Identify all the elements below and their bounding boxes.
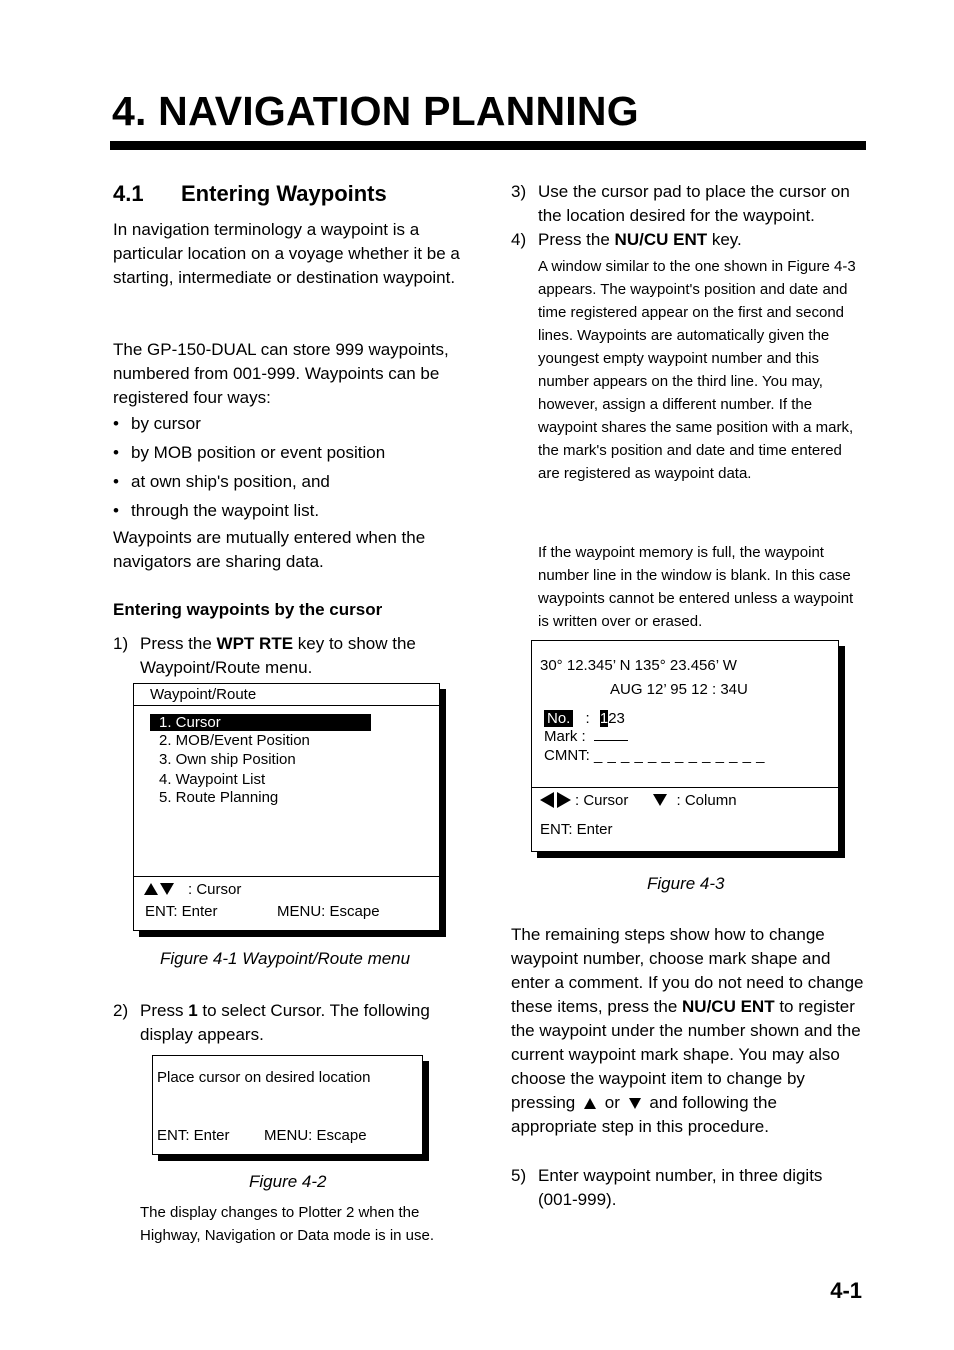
figure-4-1-caption: Figure 4-1 Waypoint/Route menu (160, 949, 411, 968)
step-number: 1) (113, 634, 129, 653)
waypoint-entry-screen (531, 640, 839, 852)
paragraph-text: and following the appropriate step in this procedure. (511, 1093, 777, 1136)
divider (134, 876, 439, 877)
section-title-text: Entering Waypoints (181, 181, 387, 206)
arrow-up-icon (144, 883, 158, 895)
step-3 (511, 180, 864, 228)
list-item: • by MOB position or event position (113, 441, 465, 465)
step-text: key. (707, 230, 742, 249)
step-4-explanation: A window similar to the one shown in Figure 4-3 appears. The waypoint's position and date and time registered appear on the first and second lines. Waypoints are automatically given the youngest empty waypoint number and this number appears on the third line. You may, however, assign a different number. If the waypoint shares the same position with a mark, the mark's position and date and time entered are registered as waypoint data. (538, 258, 856, 482)
step-text: Press (140, 1001, 189, 1020)
memory-full-note: If the waypoint memory is full, the waypoint number line in the window is blank. In this case waypoints cannot be entered unless a waypoint is written over or erased. (538, 544, 854, 630)
display-note: The display changes to Plotter 2 when the Highway, Navigation or Data mode is in use. (140, 1204, 435, 1244)
step-text: Press the (140, 634, 217, 653)
cursor-hint (144, 881, 241, 898)
step-text: Use the cursor pad to place the cursor on the location desired for the waypoint. (538, 182, 850, 225)
divider (532, 787, 838, 788)
step-number: 3) (511, 182, 527, 201)
step-1 (113, 632, 465, 680)
cursor-hint (540, 792, 737, 809)
paragraph-text: The remaining steps show how to change waypoint number, choose mark shape and enter a comment. If you do not need to change these items, press the (511, 925, 864, 1016)
list-item: • by cursor (113, 412, 465, 436)
arrow-up-icon (584, 1098, 596, 1109)
cursor-hint-label: : Cursor (188, 881, 242, 898)
chapter-title: 4. NAVIGATION PLANNING (112, 88, 639, 134)
step-4 (511, 228, 864, 252)
arrow-right-icon (557, 792, 571, 808)
mark-label: Mark : (544, 728, 586, 745)
registration-methods-list (113, 412, 465, 528)
step-number: 4) (511, 230, 527, 249)
comment-row (544, 747, 765, 764)
mark-field[interactable] (594, 728, 628, 741)
step-number: 5) (511, 1166, 527, 1185)
section-number: 4.1 (113, 181, 144, 206)
arrow-down-icon (160, 883, 174, 895)
step-text: Enter waypoint number, in three digits (001-999). (538, 1166, 823, 1209)
remaining-steps-paragraph (511, 923, 866, 1139)
menu-item-route-planning[interactable]: 5. Route Planning (159, 789, 279, 806)
divider (134, 705, 439, 706)
title-rule (110, 141, 866, 150)
key-name: NU/CU ENT (682, 997, 775, 1016)
figure-4-2-caption: Figure 4-2 (249, 1172, 327, 1191)
page-number: 4-1 (830, 1278, 862, 1303)
text-cursor: 1 (599, 710, 609, 727)
arrow-down-icon (629, 1098, 641, 1109)
escape-hint: MENU: Escape (264, 1127, 367, 1144)
menu-item-own-ship[interactable]: 3. Own ship Position (159, 751, 296, 768)
step-text: to select Cursor. The following display appears. (140, 1001, 430, 1044)
intro-paragraph-3: Waypoints are mutually entered when the navigators are sharing data. (113, 528, 426, 571)
place-cursor-screen (152, 1055, 423, 1155)
paragraph-text: to register the waypoint under the number shown and the current waypoint mark shape. You may also choose the waypoint item to change by pressing (511, 997, 861, 1112)
comment-label: CMNT: (544, 747, 590, 764)
arrow-left-icon (540, 792, 554, 808)
menu-item-waypoint-list[interactable]: 4. Waypoint List (159, 771, 266, 788)
enter-hint: ENT: Enter (145, 903, 218, 920)
position-readout: 30° 12.345’ N 135° 23.456’ W (540, 657, 737, 674)
no-separator: : (585, 710, 590, 727)
mark-row (544, 728, 628, 745)
column-hint-label: : Column (676, 792, 737, 809)
cursor-hint-label: : Cursor (575, 792, 629, 809)
step-text: key to show the Waypoint/Route menu. (140, 634, 416, 677)
no-label: No. (544, 710, 573, 727)
waypoint-number-digits: 23 (608, 710, 625, 727)
datetime-readout: AUG 12’ 95 12 : 34U (610, 681, 748, 698)
waypoint-route-menu-screen (133, 683, 440, 931)
escape-hint: MENU: Escape (277, 903, 380, 920)
paragraph-text: or (604, 1093, 620, 1112)
menu-item-cursor-selected[interactable]: 1. Cursor (150, 714, 371, 731)
section-title (113, 181, 387, 207)
enter-hint: ENT: Enter (157, 1127, 230, 1144)
screen-message: Place cursor on desired location (157, 1069, 371, 1086)
step-number: 2) (113, 1001, 129, 1020)
key-name: NU/CU ENT (614, 230, 708, 249)
step-text: Press the (538, 230, 615, 249)
figure-4-3-caption: Figure 4-3 (647, 874, 725, 893)
arrow-down-icon (653, 794, 667, 806)
comment-field[interactable]: _ _ _ _ _ _ _ _ _ _ _ _ _ (594, 747, 765, 764)
list-item: • through the waypoint list. (113, 499, 465, 523)
waypoint-number-row (544, 710, 625, 727)
subsection-title: Entering waypoints by the cursor (113, 600, 383, 619)
step-5 (511, 1164, 864, 1212)
key-name: 1 (188, 1001, 198, 1020)
list-item: • at own ship's position, and (113, 470, 465, 494)
key-name: WPT RTE (216, 634, 294, 653)
intro-paragraph-1: In navigation terminology a waypoint is a particular location on a voyage whether it be a starting, intermediate or destination waypoint. (113, 220, 460, 287)
menu-item-mob-event[interactable]: 2. MOB/Event Position (159, 732, 310, 749)
menu-header: Waypoint/Route (150, 686, 257, 703)
waypoint-number-field[interactable] (600, 710, 625, 727)
enter-hint: ENT: Enter (540, 821, 613, 838)
step-2 (113, 999, 465, 1047)
intro-paragraph-2: The GP-150-DUAL can store 999 waypoints, numbered from 001-999. Waypoints can be registered four ways: (113, 340, 449, 407)
